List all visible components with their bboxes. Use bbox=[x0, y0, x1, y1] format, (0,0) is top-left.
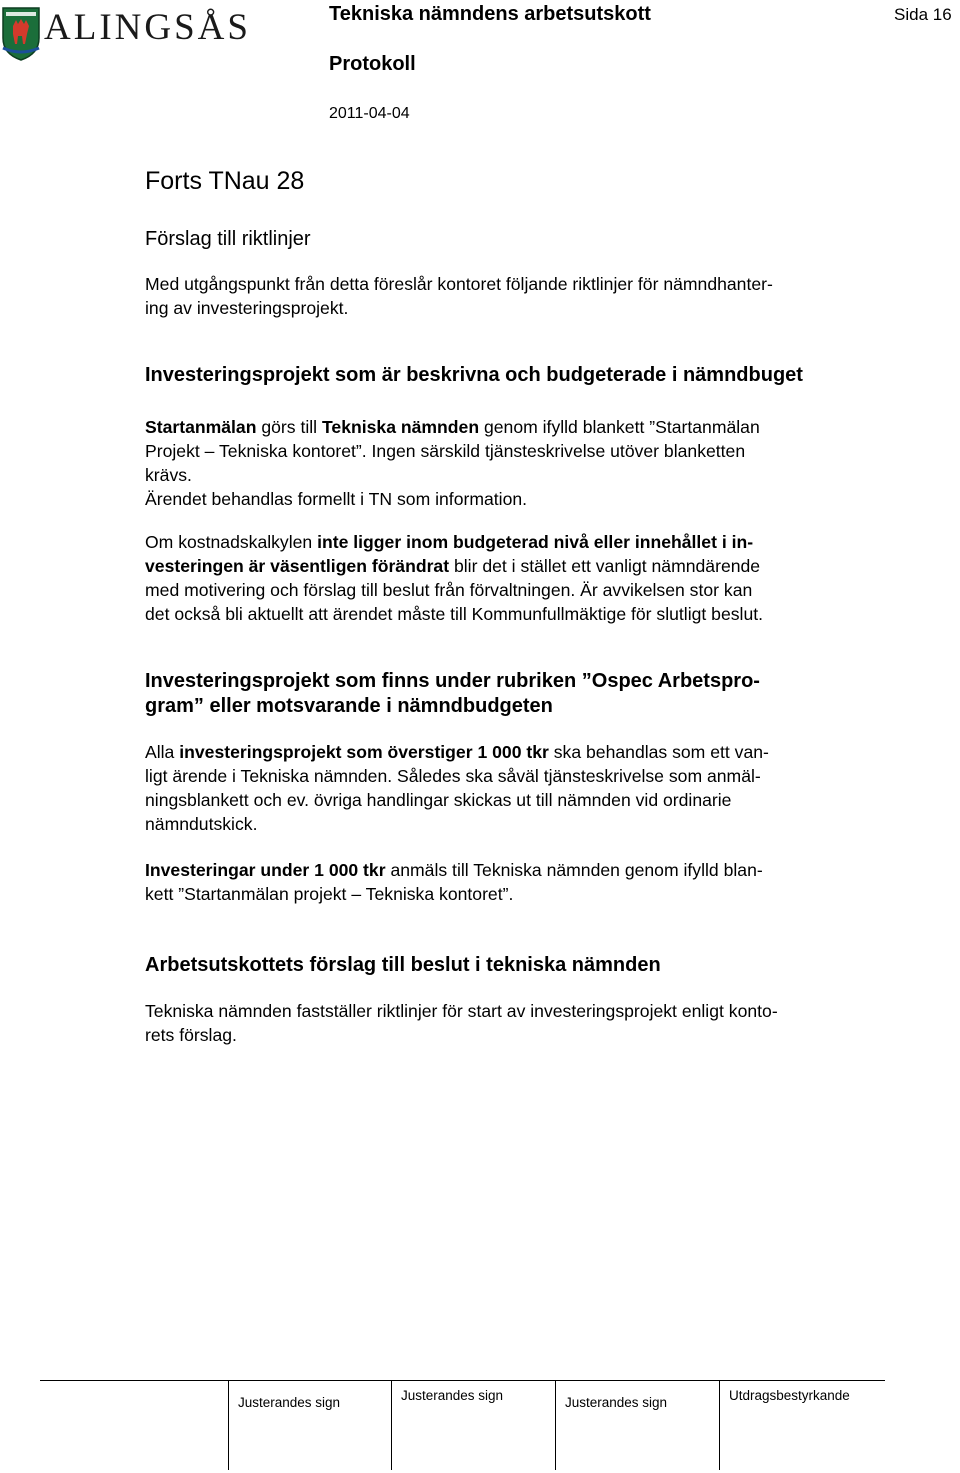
bold-term: investeringsprojekt som överstiger 1 000 tkr bbox=[179, 742, 549, 762]
text-line: ligt ärende i Tekniska nämnden. Således ska såväl tjänsteskrivelse som anmäl- bbox=[145, 766, 761, 786]
text-run: genom ifylld blankett ”Startanmälan bbox=[479, 417, 760, 437]
text-line: ningsblankett och ev. övriga handlingar skickas ut till nämnden vid ordinarie bbox=[145, 790, 732, 810]
text-line: det också bli aktuellt att ärendet måste till Kommunfullmäktige för slutligt beslut. bbox=[145, 604, 764, 624]
text-run: görs till bbox=[256, 417, 322, 437]
intro-line: ing av investeringsprojekt. bbox=[145, 298, 349, 318]
document-date: 2011-04-04 bbox=[329, 105, 410, 122]
intro-line: Med utgångspunkt från detta föreslår kontoret följande riktlinjer för nämndhanter- bbox=[145, 274, 773, 294]
text-run: anmäls till Tekniska nämnden genom ifylld blan- bbox=[385, 860, 763, 880]
signature-box-divider bbox=[228, 1380, 229, 1470]
text-line: nämndutskick. bbox=[145, 814, 258, 834]
section2-paragraph-2 bbox=[145, 858, 763, 906]
bold-term: Investeringar under 1 000 tkr bbox=[145, 860, 386, 880]
text-line: Ärendet behandlas formellt i TN som information. bbox=[145, 489, 528, 509]
intro-paragraph bbox=[145, 272, 773, 320]
page-number: Sida 16 bbox=[894, 5, 952, 24]
text-line: rets förslag. bbox=[145, 1025, 237, 1045]
text-line: krävs. bbox=[145, 465, 192, 485]
section2-paragraph-1 bbox=[145, 740, 769, 836]
section2-title bbox=[145, 669, 760, 719]
signature-box-divider bbox=[391, 1380, 392, 1470]
section3-paragraph bbox=[145, 999, 778, 1047]
signature-rule bbox=[40, 1380, 885, 1381]
signature-label: Justerandes sign bbox=[401, 1388, 504, 1403]
signature-label: Justerandes sign bbox=[565, 1395, 668, 1410]
bold-term: Tekniska nämnden bbox=[321, 417, 480, 437]
bold-term: inte ligger inom budgeterad nivå eller innehållet i in- bbox=[317, 532, 754, 552]
page-heading: Forts TNau 28 bbox=[145, 167, 305, 195]
logo-text: ALINGSÅS bbox=[44, 7, 251, 48]
title-line: gram” eller motsvarande i nämndbudgeten bbox=[145, 695, 553, 717]
signature-box-divider bbox=[719, 1380, 720, 1470]
text-run: Alla bbox=[145, 742, 180, 762]
text-line: Tekniska nämnden fastställer riktlinjer för start av investeringsprojekt enligt konto- bbox=[145, 1001, 778, 1021]
document-type: Protokoll bbox=[329, 53, 416, 75]
title-line: Investeringsprojekt som finns under rubriken ”Ospec Arbetspro- bbox=[145, 670, 760, 692]
text-run: ska behandlas som ett van- bbox=[548, 742, 769, 762]
text-run: Om kostnadskalkylen bbox=[145, 532, 318, 552]
section1-paragraph-2 bbox=[145, 530, 763, 626]
header-title: Tekniska nämndens arbetsutskott bbox=[329, 3, 651, 25]
section1-title: Investeringsprojekt som är beskrivna och budgeterade i nämndbuget bbox=[145, 364, 803, 386]
text-line: kett ”Startanmälan projekt – Tekniska kontoret”. bbox=[145, 884, 514, 904]
text-run: blir det i stället ett vanligt nämndärende bbox=[449, 556, 761, 576]
signature-box-divider bbox=[555, 1380, 556, 1470]
section1-paragraph-1 bbox=[145, 415, 760, 511]
extract-certification-label: Utdragsbestyrkande bbox=[729, 1388, 850, 1403]
text-line: med motivering och förslag till beslut från förvaltningen. Är avvikelsen stor kan bbox=[145, 580, 753, 600]
section3-title: Arbetsutskottets förslag till beslut i tekniska nämnden bbox=[145, 954, 661, 976]
coat-of-arms-icon bbox=[0, 4, 42, 62]
text-line: Projekt – Tekniska kontoret”. Ingen särskild tjänsteskrivelse utöver blanketten bbox=[145, 441, 746, 461]
section-subheading: Förslag till riktlinjer bbox=[145, 228, 311, 250]
bold-term: vesteringen är väsentligen förändrat bbox=[145, 556, 450, 576]
alingsas-logo bbox=[0, 4, 265, 64]
signature-label: Justerandes sign bbox=[238, 1395, 341, 1410]
bold-term: Startanmälan bbox=[145, 417, 257, 437]
